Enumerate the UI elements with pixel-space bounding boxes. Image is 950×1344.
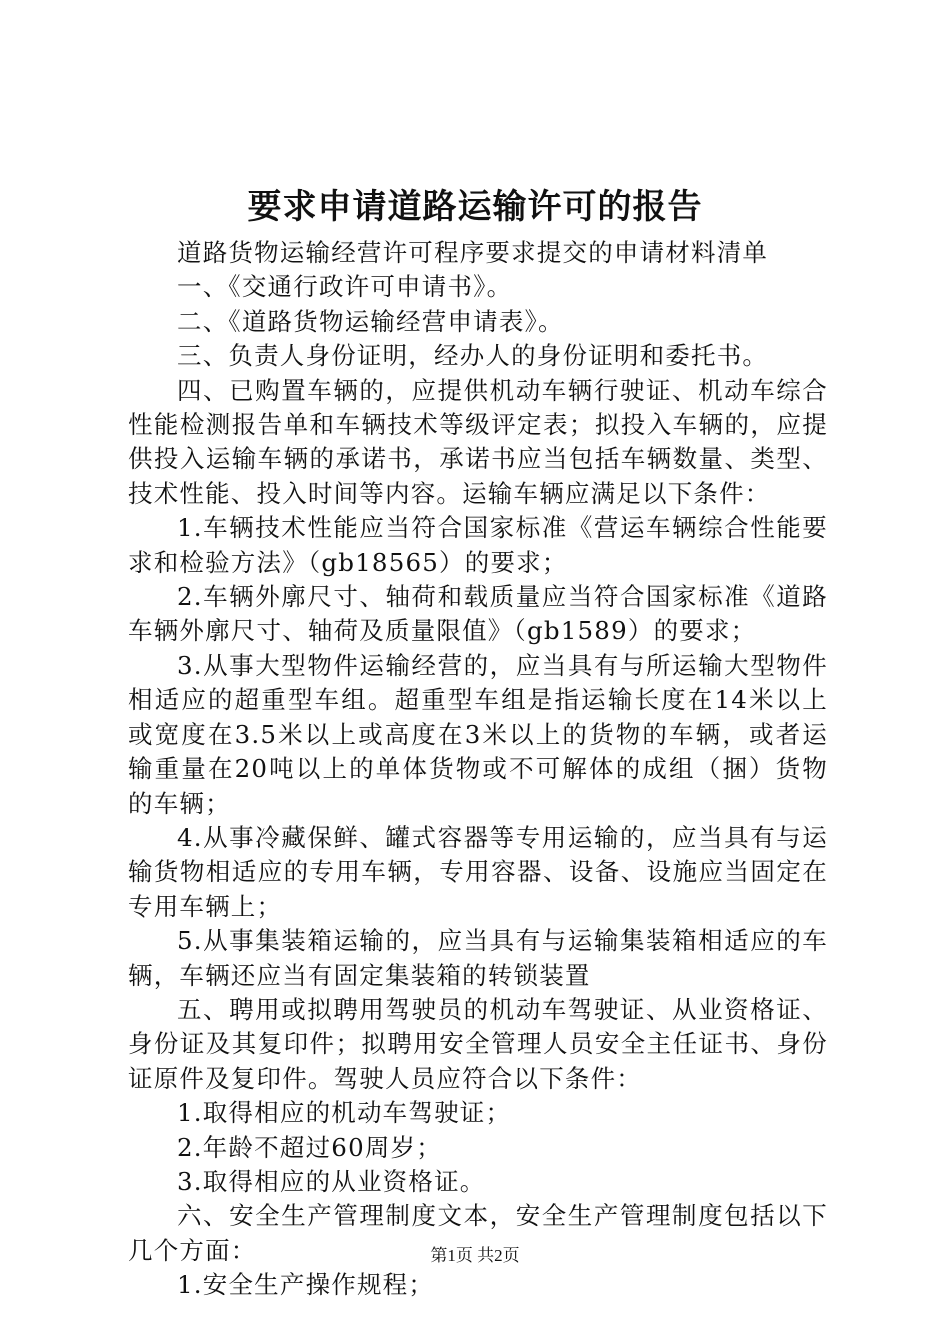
paragraph: 二、《道路货物运输经营申请表》。: [177, 306, 564, 336]
paragraph: 3.取得相应的从业资格证。: [177, 1166, 486, 1196]
page-footer: 第1页 共2页: [430, 1246, 520, 1265]
paragraph: 六、安全生产管理制度文本，安全生产管理制度包括以下几个方面：: [128, 1201, 828, 1265]
document-body: [128, 236, 828, 1303]
paragraph: 5.从事集装箱运输的，应当具有与运输集装箱相适应的车辆，车辆还应当有固定集装箱的转锁装置: [128, 926, 828, 990]
paragraph: 2.车辆外廓尺寸、轴荷和载质量应当符合国家标准《道路车辆外廓尺寸、轴荷及质量限值》（gb1589）的要求；: [128, 582, 828, 646]
paragraph: 一、《交通行政许可申请书》。: [177, 272, 513, 302]
paragraph: 道路货物运输经营许可程序要求提交的申请材料清单: [177, 238, 769, 267]
paragraph: 2.年龄不超过60周岁；: [177, 1132, 442, 1162]
paragraph: 三、负责人身份证明，经办人的身份证明和委托书。: [177, 341, 769, 371]
paragraph: 3.从事大型物件运输经营的，应当具有与所运输大型物件相适应的超重型车组。超重型车组是指运输长度在14米以上或宽度在3.5米以上或高度在3米以上的货物的车辆，或者运输重量在20吨以上的单体货物或不可解体的成组（捆）货物的车辆；: [128, 650, 828, 818]
document-title: 要求申请道路运输许可的报告: [247, 187, 703, 227]
paragraph: 1.车辆技术性能应当符合国家标准《营运车辆综合性能要求和检验方法》（gb18565）的要求；: [128, 513, 828, 577]
paragraph: 四、已购置车辆的，应提供机动车辆行驶证、机动车综合性能检测报告单和车辆技术等级评定表；拟投入车辆的，应提供投入运输车辆的承诺书，承诺书应当包括车辆数量、类型、技术性能、投入时间等内容。运输车辆应满足以下条件：: [128, 375, 828, 508]
paragraph: 1.安全生产操作规程；: [177, 1270, 435, 1300]
paragraph: 五、聘用或拟聘用驾驶员的机动车驾驶证、从业资格证、身份证及其复印件；拟聘用安全管理人员安全主任证书、身份证原件及复印件。驾驶人员应符合以下条件：: [128, 994, 828, 1093]
paragraph: 1.取得相应的机动车驾驶证；: [177, 1098, 512, 1128]
paragraph: 4.从事冷藏保鲜、罐式容器等专用运输的，应当具有与运输货物相适应的专用车辆，专用容器、设备、设施应当固定在专用车辆上；: [128, 822, 828, 921]
